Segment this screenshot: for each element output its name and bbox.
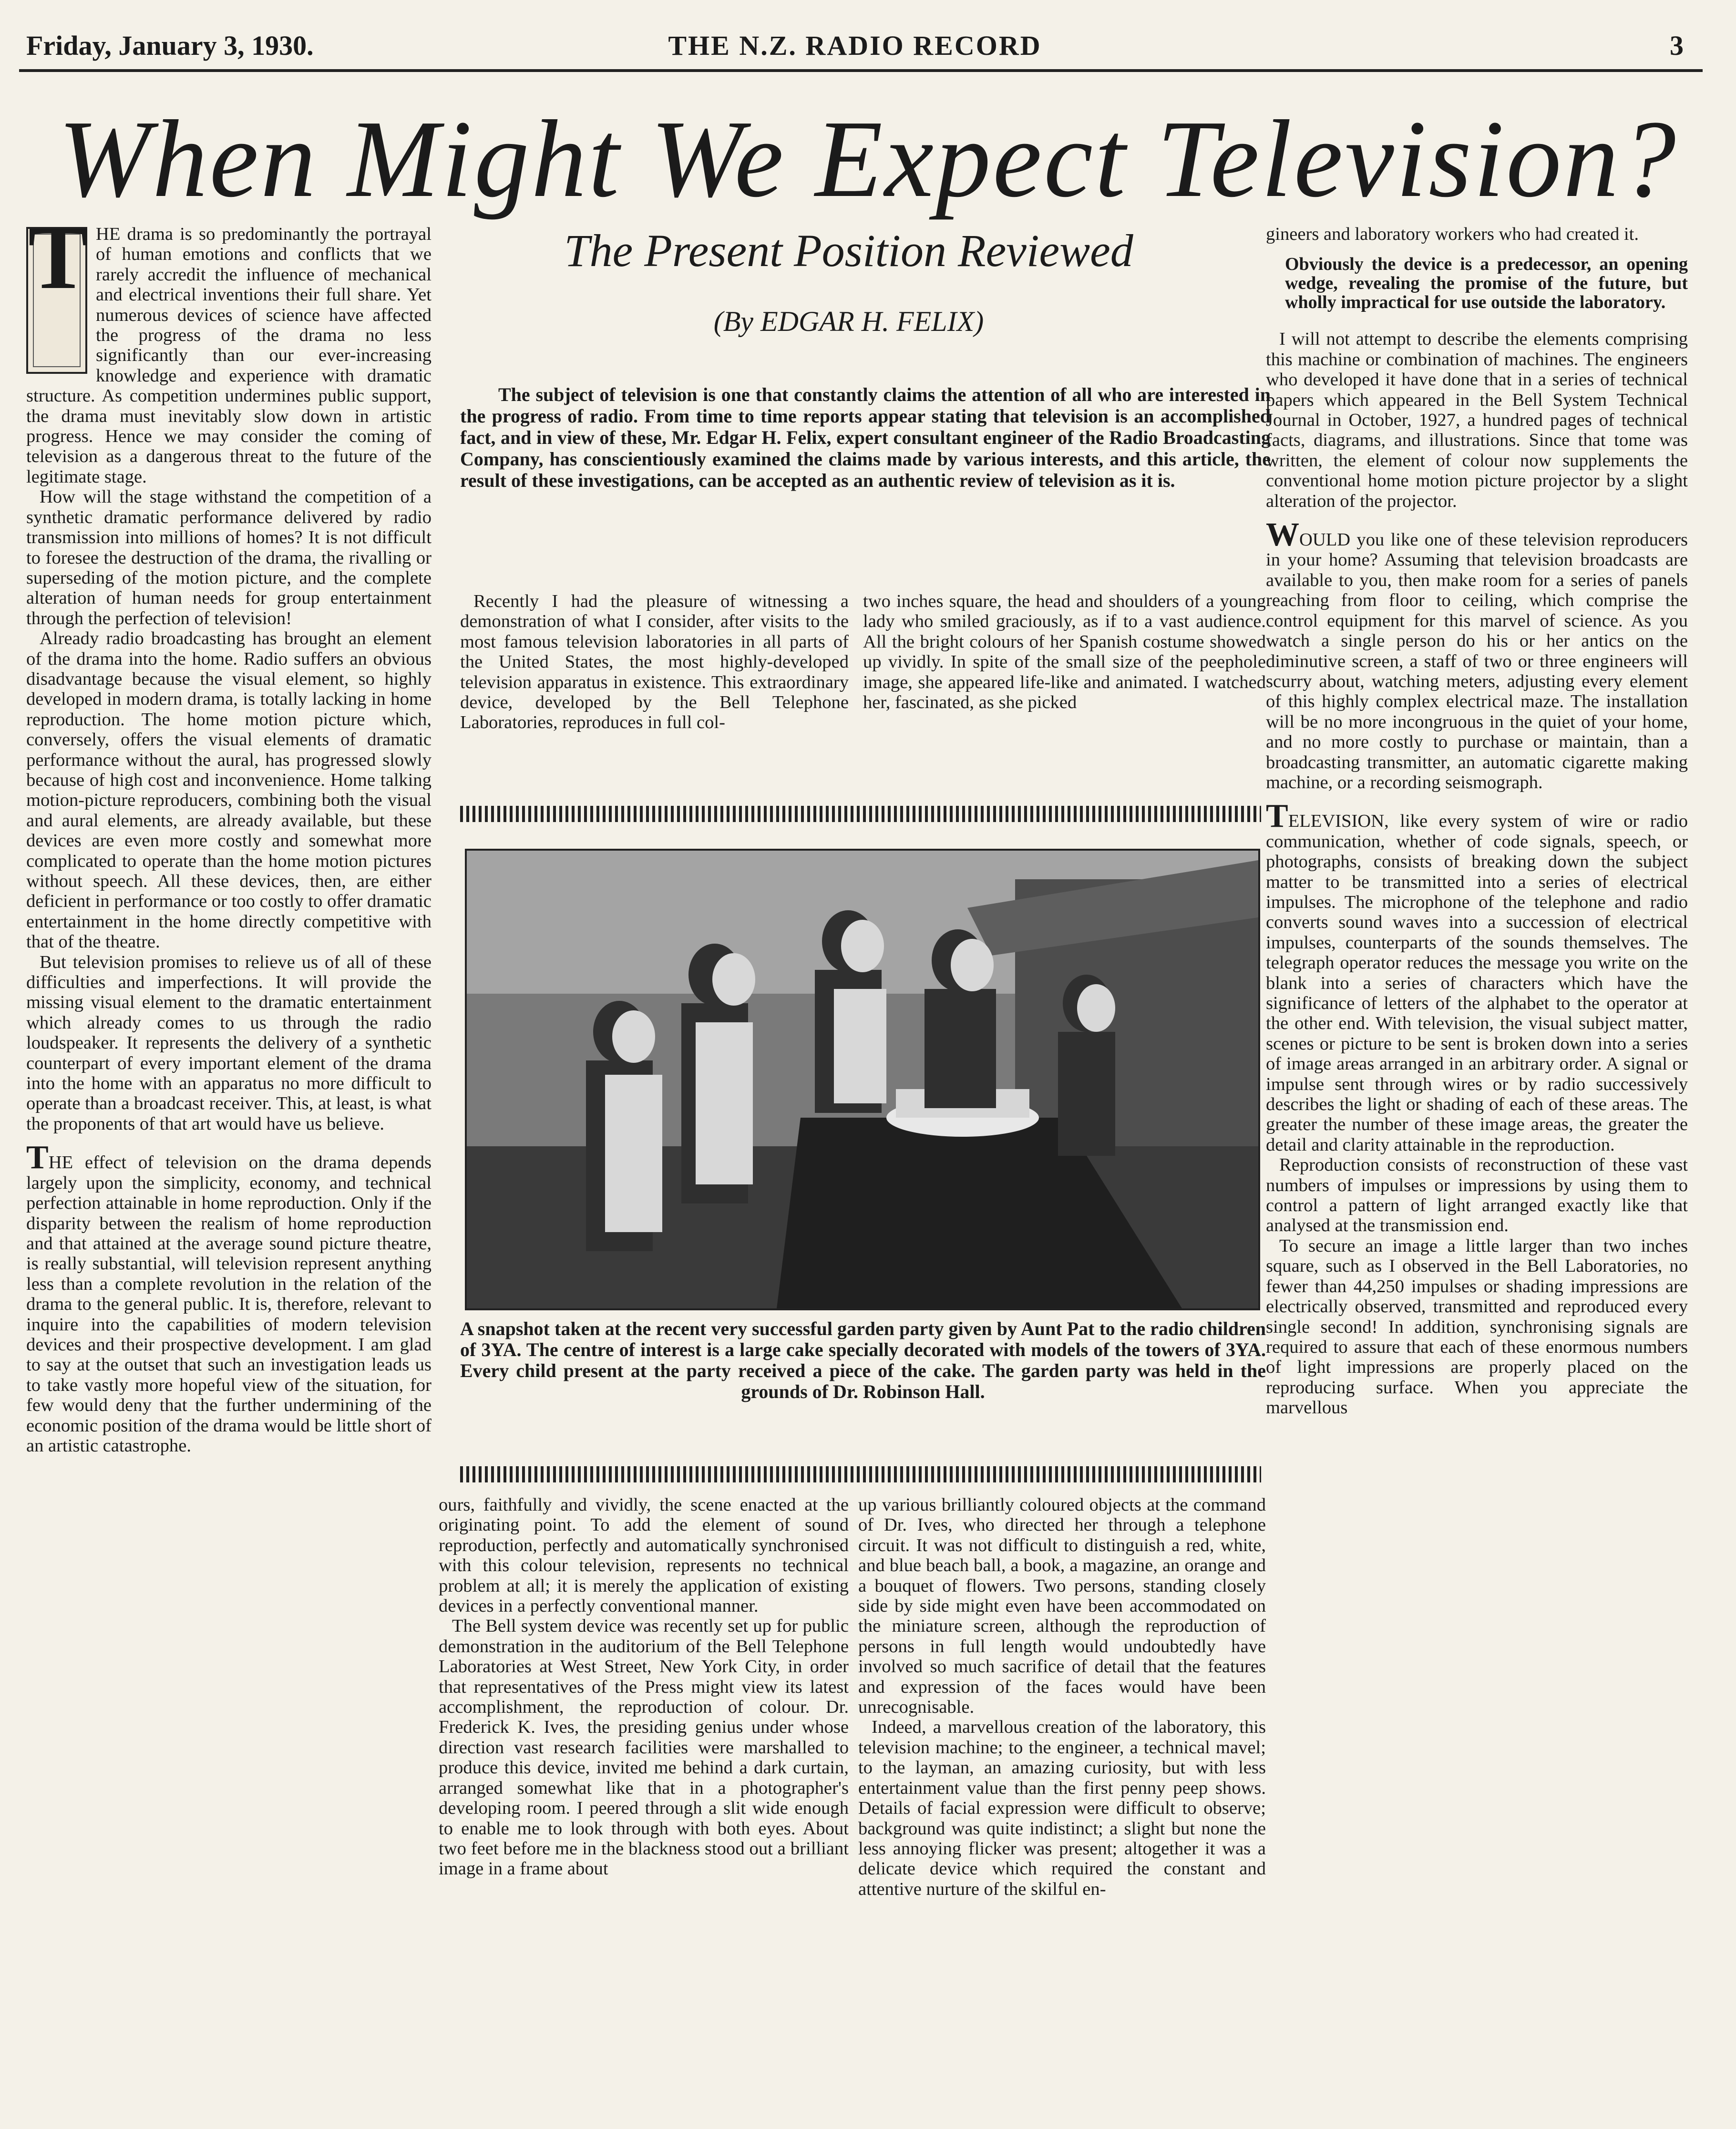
col4-paragraph-2: I will not attempt to describe the elements comprising this machine or combination of machines. The engineers who developed it have done that in a series of technical papers which appeared in the Bell System Technical Journal in October, 1927, a hundred pages of technical facts, diagrams, and illustrations. Since that tome was written, the element of colour now supplements the conventional home motion picture projector by a slight alteration of the projector.: [1266, 329, 1688, 511]
col4-paragraph-1: gineers and laboratory workers who had created it.: [1266, 224, 1639, 244]
pull-quote: Obviously the device is a predecessor, an opening wedge, revealing the promise of the future, but wholly impractical for use outside the laboratory.: [1285, 254, 1688, 313]
issue-date: Friday, January 3, 1930.: [26, 30, 314, 61]
col4-paragraph-4: TELEVISION, like every system of wire or radio communication, whether of code signals, speech, or photographs, consists of breaking down the subject matter to be transmitted into a series of electrical impulses. The microphone of the telephone and radio converts sound waves into a succession of electrical impulses, counterparts of the sounds themselves. The telegraph operator reduces the message you write on the blank into a series of characters which have the significance of letters of the alphabet to the operator at the other end. With television, the visual subject matter, scenes or picture to be sent is broken down into a series of image areas arranged in an arbitrary order. A signal or impulse sent through wires or by radio successively describes the light or shading of each of these areas. The greater the number of these image areas, the greater the detail and clarity attainable in the reproduction.: [1266, 798, 1688, 1155]
headline: When Might We Expect Television?: [58, 98, 1678, 220]
ornamental-rule-top: [460, 806, 1261, 822]
photo-illustration: [467, 851, 1258, 1308]
header-rule: [19, 69, 1703, 72]
page-number: 3: [1670, 30, 1684, 61]
col4-paragraph-6: To secure an image a little larger than two inches square, such as I observed in the Bell Laboratories, no fewer than 44,250 impulses or shading impressions are electrically observed, transmitted and reproduced every single second! In addition, synchronising signals are required to assure that each of these enormous numbers of light impressions are properly placed on the reproducing surface. When you appreciate the marvellous: [1266, 1235, 1688, 1418]
ornamental-rule-bottom: [460, 1466, 1261, 1482]
middle-bottom-right-text: up various brilliantly coloured objects at the command of Dr. Ives, who directed her through a telephone circuit. It was not difficult to distinguish a red, white, and blue beach ball, a book, a magazine, an orange and a bouquet of flowers. Two persons, standing closely side by side might even have been accommodated on the miniature screen, although the reproduction of persons in full length would undoubtedly have involved so much sacrifice of detail that the features and expression of the faces would have been unrecognisable. Indeed, a marvellous creation of the laboratory, this television machine; to the engineer, a technical mavel; to the layman, an amazing curiosity, but with less entertainment value than the first penny peep shows. Details of facial expression were difficult to observe; background was quite indistinct; a slight but none the less annoying flicker was present; altogether it was a delicate device which required the constant and attentive nurture of the skilful en-: [858, 1495, 1266, 1899]
byline: (By EDGAR H. FELIX): [713, 306, 984, 337]
subheadline: The Present Position Reviewed: [564, 225, 1133, 276]
middle-bottom-left-text: ours, faithfully and vividly, the scene enacted at the originating point. To add the element of sound reproduction, perfectly and automatically synchronised with this colour television, represents no technical problem at all; it is merely the application of existing devices in a perfectly conventional manner. The Bell system device was recently set up for public demonstration in the auditorium of the Bell Telephone Laboratories at West Street, New York City, in order that representatives of the Press might view its latest accomplishment, the reproduction of colour. Dr. Frederick K. Ives, the presiding genius under whose direction vast research facilities were marshalled to produce this device, invited me behind a dark curtain, arranged somewhat like that in a photographer's developing room. I peered through a slit wide enough to enable me to look through with both eyes. About two feet before me in the blackness stood out a brilliant image in a frame about: [439, 1495, 849, 1879]
column-4: [1266, 224, 1688, 2093]
col1-paragraph-4: But television promises to relieve us of all of these difficulties and imperfections. It will provide the missing visual element to the dramatic entertainment which already comes to us through the radio loudspeaker. It represents the delivery of a synthetic counterpart of every important element of the drama into the home with an apparatus no more difficult to operate than a broadcast receiver. This, at least, is what the proponents of that art would have us believe.: [26, 952, 431, 1134]
initial-letter: W: [1266, 516, 1299, 554]
col4-paragraph-5: Reproduction consists of reconstruction of these vast numbers of impulses or impressions by using them to control a pattern of light arranged exactly like that analysed at the transmission end.: [1266, 1155, 1688, 1236]
middle-top-left-text: Recently I had the pleasure of witnessing a demonstration of what I consider, after visits to the most famous television laboratories in all parts of the United States, the most highly-developed television apparatus in existence. This extraordinary device, developed by the Bell Telephone Laboratories, reproduces in full col-: [460, 591, 849, 733]
col4-paragraph-3: WOULD you like one of these television reproducers in your home? Assuming that television broadcasts are available to you, then make room for a series of panels reaching from floor to ceiling, which comprise the control equipment for this marvel of science. As you watch a single person do his or her antics on the diminutive screen, a staff of two or three engineers will scurry about, watching meters, adjusting every element of this highly complex electrical maze. The installation will be no more incongruous in the quiet of your home, and no more costly to purchase or maintain, than a broadcasting transmitter, an automatic cigarette making machine, or a recording seismograph.: [1266, 516, 1688, 792]
ornamental-drop-cap: T: [26, 227, 87, 374]
newspaper-name: THE N.Z. RADIO RECORD: [668, 30, 1042, 61]
col1-paragraph-5: THE effect of television on the drama depends largely upon the simplicity, economy, and technical perfection attainable in home reproduction. Only if the disparity between the realism of home reproduction and that attained at the average sound picture theatre, is really substantial, will television represent anything less than a complete revolution in the relation of the drama to the general public. It is, therefore, relevant to inquire into the capabilities of modern television devices and their prospective development. I am glad to say at the outset that such an investigation leads us to take vastly more hopeful view of the situation, for few would deny that the further undermining of the economic position of the drama would be little short of an artistic catastrophe.: [26, 1139, 431, 1456]
column-1: [26, 208, 431, 2093]
col1-paragraph-3: Already radio broadcasting has brought an element of the drama into the home. Radio suffers an obvious disadvantage because the visual element, so highly developed in modern drama, is totally lacking in home reproduction. The home motion picture which, conversely, offers the visual elements of dramatic performance without the aural, has progressed slowly because of high cost and inconvenience. Home talking motion-picture reproducers, combining both the visual and aural elements, are already available, but these devices are even more costly and somewhat more complicated to operate than the home motion pictures without speech. All these devices, then, are either deficient in performance or too costly to offer dramatic entertainment in the home directly competitive with that of the theatre.: [26, 628, 431, 952]
initial-letter: T: [26, 1139, 49, 1176]
initial-letter: T: [1266, 798, 1288, 835]
middle-top-right-text: two inches square, the head and shoulders of a young lady who smiled graciously, as if to a vast audience. All the bright colours of her Spanish costume showed up vividly. In spite of the small size of the peephole image, she appeared life-like and animated. I watched her, fascinated, as she picked: [863, 591, 1266, 713]
photo-caption: A snapshot taken at the recent very successful garden party given by Aunt Pat to the radio children of 3YA. The centre of interest is a large cake specially decorated with models of the towers of 3YA. Every child present at the party received a piece of the cake. The garden party was held in the grounds of Dr. Robinson Hall.: [460, 1318, 1266, 1402]
col1-paragraph-1: HE drama is so predominantly the portrayal of human emotions and conflicts that we rarely accredit the influence of mechanical and electrical inventions their full share. Yet numerous devices of science have affected the progress of the drama no less significantly than our ever-increasing knowledge and experience with dramatic structure. As competition undermines public support, the drama must inevitably slow down in artistic progress. Hence we may consider the coming of television as a dangerous threat to the future of the legitimate stage.: [26, 224, 431, 487]
intro-paragraph: The subject of television is one that constantly claims the attention of all who are interested in the progress of radio. From time to time reports appear stating that television is an accomplished fact, and in view of these, Mr. Edgar H. Felix, expert consultant engineer of the Radio Broadcasting Company, has conscientiously examined the claims made by various interests, and this article, the result of these investigations, can be accepted as an authentic review of television as it is.: [460, 384, 1271, 491]
garden-party-photo: [465, 849, 1260, 1310]
col1-paragraph-2: How will the stage withstand the competition of a synthetic dramatic performance delivered by radio transmission into millions of homes? It is not difficult to foresee the destruction of the drama, the rivalling or superseding of the motion picture, and the complete alteration of human needs for group entertainment through the perfection of television!: [26, 487, 431, 628]
running-header: [26, 30, 1684, 63]
